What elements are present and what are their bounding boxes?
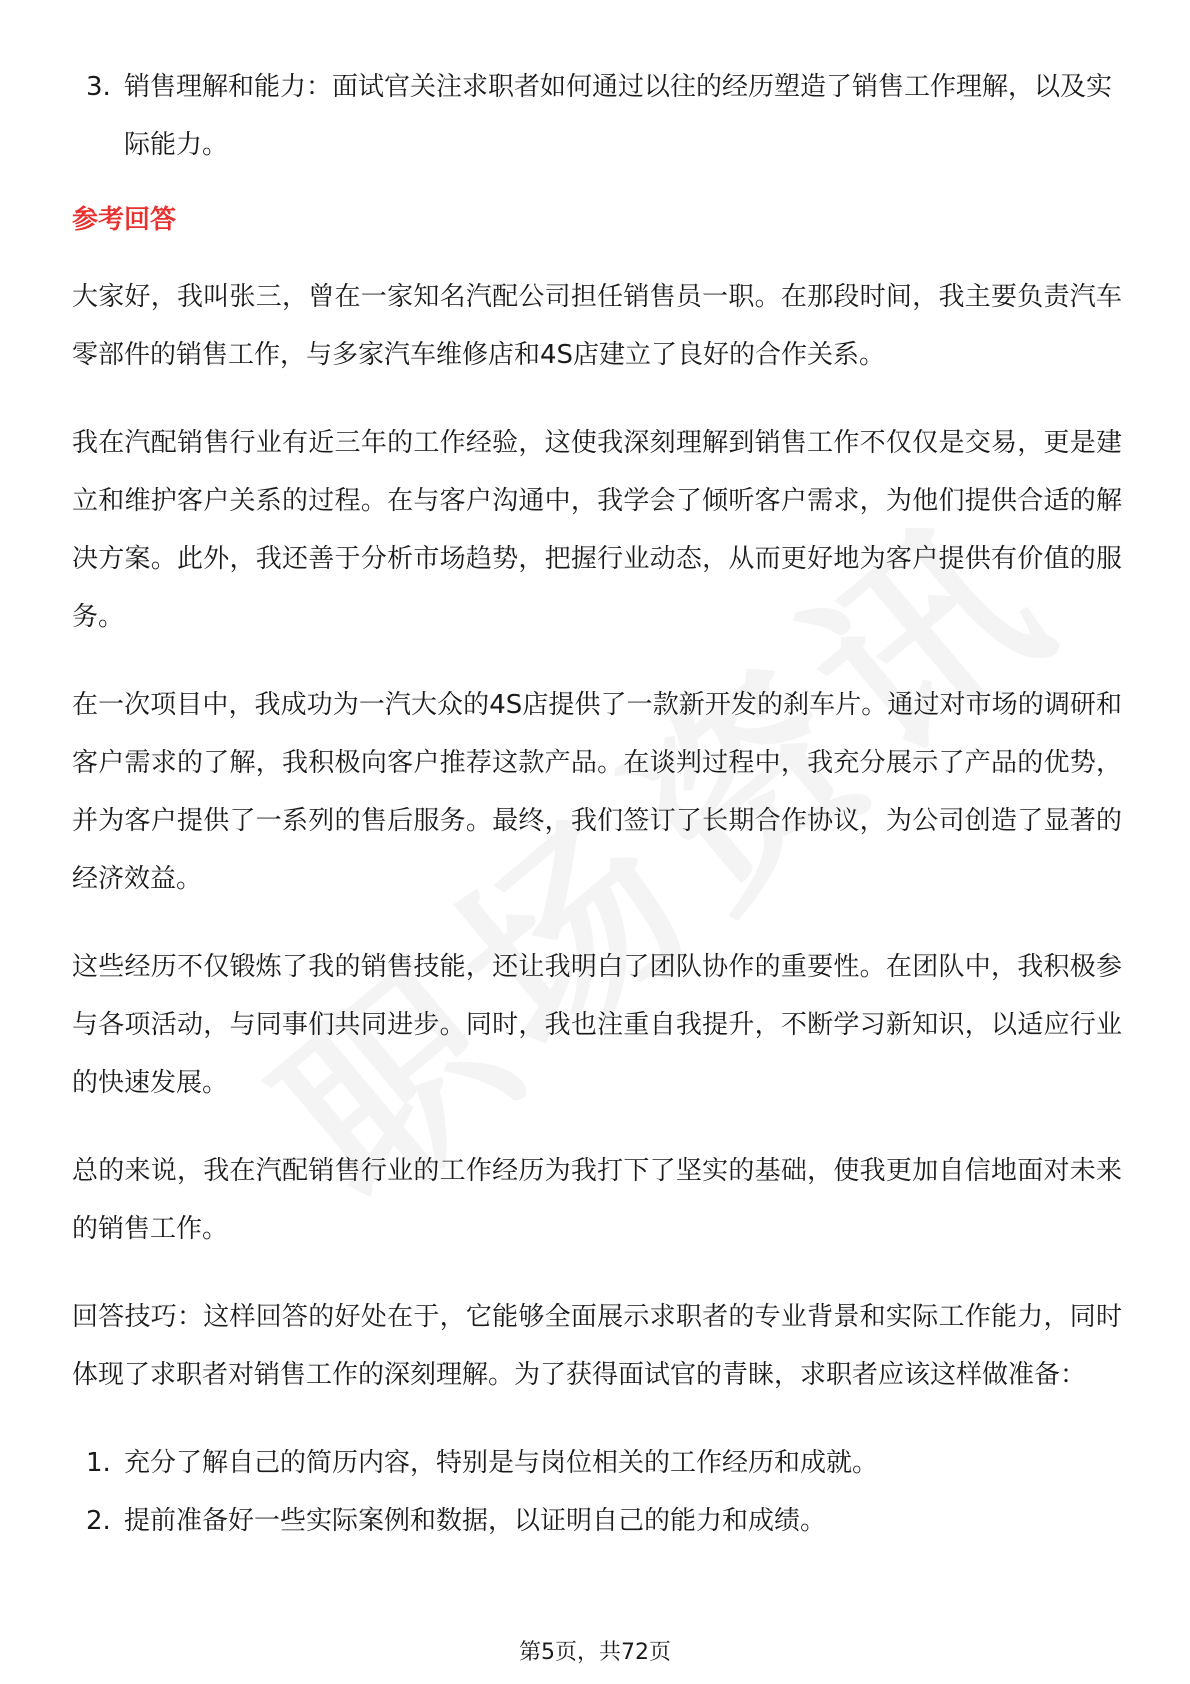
list-item-number: 1. [86, 1448, 111, 1478]
list-item [72, 58, 1122, 174]
list-item-number: 2. [86, 1506, 111, 1536]
paragraph: 大家好，我叫张三，曾在一家知名汽配公司担任销售员一职。在那段时间，我主要负责汽车零部件的销售工作，与多家汽车维修店和4S店建立了良好的合作关系。 [72, 282, 1122, 370]
paragraph: 总的来说，我在汽配销售行业的工作经历为我打下了坚实的基础，使我更加自信地面对未来的销售工作。 [72, 1156, 1122, 1244]
tips-list [72, 1434, 1122, 1550]
section-heading: 参考回答 [72, 205, 177, 235]
list-item [72, 1492, 1122, 1550]
paragraph: 在一次项目中，我成功为一汽大众的4S店提供了一款新开发的刹车片。通过对市场的调研和客户需求的了解，我积极向客户推荐这款产品。在谈判过程中，我充分展示了产品的优势，并为客户提供了一系列的售后服务。最终，我们签订了长期合作协议，为公司创造了显著的经济效益。 [72, 690, 1122, 894]
page-footer: 第5页，共72页 [519, 1640, 671, 1665]
answer-tips-paragraph: 回答技巧：这样回答的好处在于，它能够全面展示求职者的专业背景和实际工作能力，同时体现了求职者对销售工作的深刻理解。为了获得面试官的青睐，求职者应该这样做准备： [72, 1302, 1122, 1390]
paragraph: 我在汽配销售行业有近三年的工作经验，这使我深刻理解到销售工作不仅仅是交易，更是建立和维护客户关系的过程。在与客户沟通中，我学会了倾听客户需求，为他们提供合适的解决方案。此外，我还善于分析市场趋势，把握行业动态，从而更好地为客户提供有价值的服务。 [72, 428, 1122, 632]
list-item-text: 充分了解自己的简历内容，特别是与岗位相关的工作经历和成就。 [124, 1448, 879, 1478]
list-item-text: 提前准备好一些实际案例和数据，以证明自己的能力和成绩。 [124, 1506, 827, 1536]
list-item-text: 销售理解和能力：面试官关注求职者如何通过以往的经历塑造了销售工作理解，以及实际能力。 [124, 72, 1113, 160]
paragraph: 这些经历不仅锻炼了我的销售技能，还让我明白了团队协作的重要性。在团队中，我积极参与各项活动，与同事们共同进步。同时，我也注重自我提升，不断学习新知识，以适应行业的快速发展。 [72, 952, 1122, 1098]
list-item [72, 1434, 1122, 1492]
list-item-number: 3. [86, 72, 111, 102]
page-content [72, 58, 1122, 1550]
